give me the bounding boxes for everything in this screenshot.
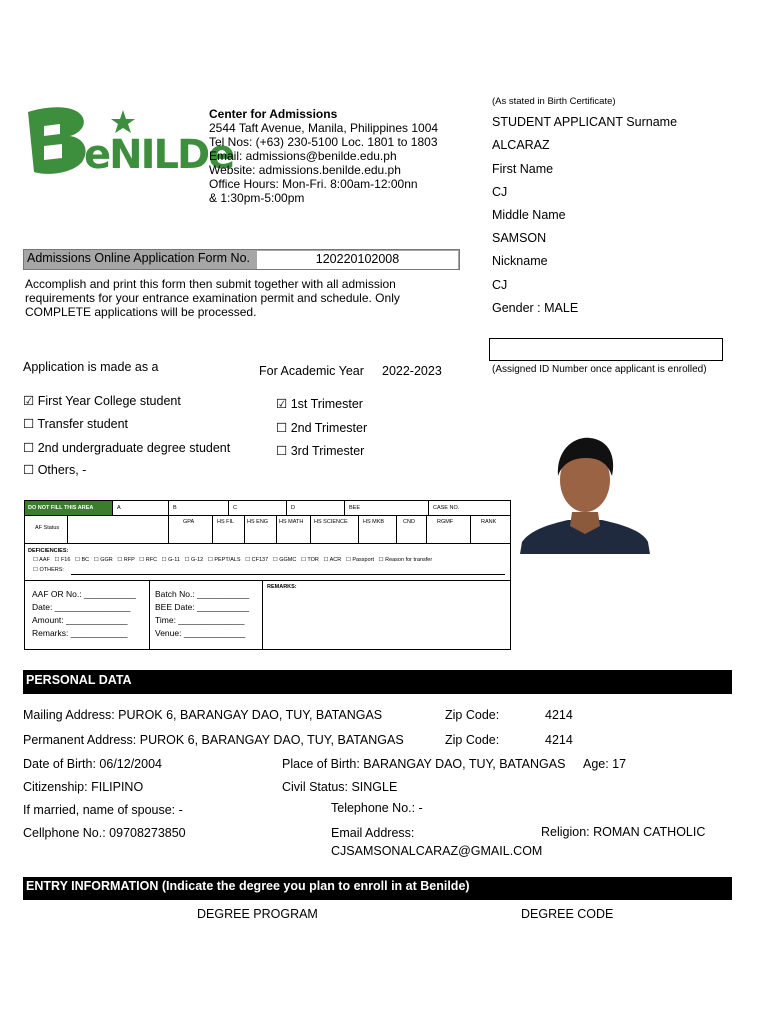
academic-year-label: For Academic Year	[259, 364, 364, 378]
term-label: 3rd Trimester	[290, 444, 365, 458]
date-field: Date: ________________	[32, 602, 131, 612]
col-bee-label: BEE	[349, 505, 361, 511]
instructions-line: requirements for your entrance examination permit and schedule. Only	[25, 291, 400, 305]
sub-col-label: GPA	[183, 519, 195, 525]
checked-box-icon: ☑	[23, 394, 35, 408]
option-label: First Year College student	[37, 394, 181, 408]
option-second-degree[interactable]	[23, 441, 230, 456]
deficiency-item: RFC	[145, 557, 158, 563]
zip-value: 4214	[545, 708, 573, 722]
checkbox-icon[interactable]: ☐	[245, 557, 251, 563]
grid-cell	[68, 516, 169, 544]
term-label: 2nd Trimester	[290, 421, 368, 435]
col-cell	[113, 501, 169, 516]
admissions-header	[209, 107, 438, 205]
header-website: Website: admissions.benilde.edu.ph	[209, 163, 401, 177]
applicant-photo	[520, 434, 650, 554]
sub-col-label: RANK	[481, 519, 497, 525]
checkbox-icon[interactable]: ☐	[207, 557, 213, 563]
unchecked-box-icon: ☐	[276, 444, 288, 458]
zip-label: Zip Code:	[445, 708, 500, 722]
citizenship: Citizenship: FILIPINO	[23, 780, 144, 794]
date-of-birth: Date of Birth: 06/12/2004	[23, 757, 162, 771]
birth-cert-note: (As stated in Birth Certificate)	[492, 96, 616, 107]
checkbox-icon[interactable]: ☐	[300, 557, 306, 563]
deficiency-item: BC	[81, 557, 90, 563]
dnf-header-cell	[25, 501, 113, 516]
header-hours-2: & 1:30pm-5:00pm	[209, 191, 305, 205]
checkbox-icon[interactable]: ☐	[323, 557, 329, 563]
unchecked-box-icon: ☐	[23, 441, 35, 455]
dnf-label: DO NOT FILL THIS AREA	[28, 505, 94, 511]
checkbox-icon[interactable]: ☐	[345, 557, 351, 563]
deficiency-item: TOR	[307, 557, 319, 563]
deficiency-item: GGR	[100, 557, 113, 563]
academic-year-value: 2022-2023	[382, 364, 442, 378]
term-label: 1st Trimester	[290, 397, 363, 411]
grid-cell	[245, 516, 277, 544]
col-case-label: CASE NO.	[433, 505, 460, 511]
grid-cell	[397, 516, 427, 544]
middle-name-value: SAMSON	[492, 231, 547, 245]
option-label: Others, -	[37, 463, 87, 477]
permanent-address: Permanent Address: PUROK 6, BARANGAY DAO, TUY, BATANGAS	[23, 733, 404, 747]
instructions	[25, 277, 400, 319]
checkbox-icon[interactable]: ☐	[33, 567, 38, 573]
deficiency-item: Reason for transfer	[385, 557, 433, 563]
term-first[interactable]	[276, 397, 363, 412]
header-title: Center for Admissions	[209, 107, 338, 121]
sub-col-label: CND	[403, 519, 415, 525]
grid-cell	[169, 516, 213, 544]
spouse-name: If married, name of spouse: -	[23, 803, 183, 817]
option-others[interactable]	[23, 463, 86, 478]
place-of-birth: Place of Birth: BARANGAY DAO, TUY, BATANGAS	[282, 757, 566, 771]
grid-cell	[213, 516, 245, 544]
col-cell	[345, 501, 429, 516]
entry-info-heading: ENTRY INFORMATION (Indicate the degree you plan to enroll in at Benilde)	[23, 877, 732, 900]
col-d-label: D	[291, 505, 295, 511]
application-type-label: Application is made as a	[23, 360, 159, 374]
deficiency-item: Passport	[352, 557, 375, 563]
checkbox-icon[interactable]: ☐	[117, 557, 123, 563]
deficiency-item: ACR	[329, 557, 342, 563]
others-label: OTHERS:	[39, 567, 64, 573]
checkbox-icon[interactable]: ☐	[139, 557, 145, 563]
sub-col-label: HS MKB	[363, 519, 385, 525]
telephone: Telephone No.: -	[331, 801, 423, 815]
gender-value: Gender : MALE	[492, 301, 579, 315]
term-second[interactable]	[276, 421, 367, 436]
sub-col-label: HS MATH	[279, 519, 304, 525]
unchecked-box-icon: ☐	[23, 417, 35, 431]
divider	[25, 580, 510, 581]
col-b-label: B	[173, 505, 177, 511]
checkbox-icon[interactable]: ☐	[75, 557, 80, 563]
grid-cell	[471, 516, 510, 544]
email-value: CJSAMSONALCARAZ@GMAIL.COM	[331, 844, 543, 858]
nickname-value: CJ	[492, 278, 508, 292]
deficiencies-label: DEFICIENCIES:	[28, 548, 69, 554]
deficiency-item: AAF	[39, 557, 50, 563]
divider	[149, 580, 150, 649]
deficiency-item: GGMC	[279, 557, 297, 563]
religion: Religion: ROMAN CATHOLIC	[541, 825, 706, 839]
option-first-year[interactable]	[23, 394, 181, 409]
aaf-or-field: AAF OR No.: ___________	[32, 589, 136, 599]
deficiency-item: G-11	[168, 557, 180, 563]
id-number-box[interactable]	[489, 338, 723, 361]
email-label: Email Address:	[331, 826, 415, 840]
deficiency-item: RFP	[123, 557, 135, 563]
term-third[interactable]	[276, 444, 364, 459]
grid-cell	[427, 516, 471, 544]
form-number-label: Admissions Online Application Form No.	[27, 251, 251, 265]
header-email: Email: admissions@benilde.edu.ph	[209, 149, 397, 163]
divider	[262, 580, 263, 649]
svg-text:eNILDe: eNILDe	[84, 132, 234, 178]
bee-date-field: BEE Date: ___________	[155, 602, 250, 612]
col-cell	[429, 501, 510, 516]
time-field: Time: ______________	[155, 615, 245, 625]
af-status-label: AF Status	[35, 525, 60, 531]
header-tel: Tel Nos: (+63) 230-5100 Loc. 1801 to 1803	[209, 135, 438, 149]
degree-code-label: DEGREE CODE	[521, 907, 614, 921]
venue-field: Venue: _____________	[155, 628, 246, 638]
sub-col-label: RGMF	[437, 519, 454, 525]
first-name-label: First Name	[492, 162, 554, 176]
header-hours: Office Hours: Mon-Fri. 8:00am-12:00nn	[209, 177, 418, 191]
option-label: 2nd undergraduate degree student	[37, 441, 231, 455]
age: Age: 17	[583, 757, 627, 771]
checkbox-icon[interactable]: ☐	[184, 557, 190, 563]
form-number-value: 120220102008	[257, 251, 458, 269]
zip-value: 4214	[545, 733, 573, 747]
deficiency-others	[33, 567, 64, 573]
instructions-line: Accomplish and print this form then submit together with all admission	[25, 277, 396, 291]
benilde-logo	[26, 104, 234, 180]
remarks-field: Remarks: ____________	[32, 628, 128, 638]
grid-cell	[311, 516, 359, 544]
degree-program-label: DEGREE PROGRAM	[197, 907, 318, 921]
checkbox-icon[interactable]: ☐	[378, 557, 384, 563]
grid-cell	[277, 516, 311, 544]
col-cell	[287, 501, 345, 516]
unchecked-box-icon: ☐	[276, 421, 288, 435]
civil-status: Civil Status: SINGLE	[282, 780, 398, 794]
option-transfer[interactable]	[23, 417, 128, 432]
checkbox-icon[interactable]: ☐	[272, 557, 278, 563]
sub-col-label: HS SCIENCE	[314, 519, 348, 525]
surname-value: ALCARAZ	[492, 138, 550, 152]
remarks-label: REMARKS:	[267, 584, 297, 590]
sub-col-label: HS ENG	[247, 519, 269, 525]
col-a-label: A	[117, 505, 121, 511]
nickname-label: Nickname	[492, 254, 548, 268]
instructions-line: COMPLETE applications will be processed.	[25, 305, 257, 319]
checkbox-icon[interactable]: ☐	[161, 557, 167, 563]
checkbox-icon[interactable]: ☐	[33, 557, 38, 563]
id-number-note: (Assigned ID Number once applicant is enrolled)	[492, 364, 707, 375]
surname-label: STUDENT APPLICANT Surname	[492, 115, 678, 129]
col-cell	[169, 501, 229, 516]
office-use-box	[24, 500, 511, 650]
deficiency-item: F16	[60, 557, 71, 563]
col-c-label: C	[233, 505, 237, 511]
unchecked-box-icon: ☐	[23, 463, 35, 477]
header-address: 2544 Taft Avenue, Manila, Philippines 1004	[209, 121, 439, 135]
first-name-value: CJ	[492, 185, 508, 199]
col-cell	[229, 501, 287, 516]
checkbox-icon[interactable]: ☐	[93, 557, 99, 563]
grid-cell	[359, 516, 397, 544]
personal-data-heading: PERSONAL DATA	[23, 670, 732, 694]
zip-label: Zip Code:	[445, 733, 500, 747]
checkbox-icon[interactable]: ☐	[54, 557, 60, 563]
amount-field: Amount: _____________	[32, 615, 128, 625]
deficiency-item: G-12	[191, 557, 204, 563]
checked-box-icon: ☑	[276, 397, 288, 411]
sub-col-label: HS FIL	[217, 519, 235, 525]
others-line	[71, 574, 505, 575]
deficiency-item: PEPT/ALS	[214, 557, 241, 563]
batch-field: Batch No.: ___________	[155, 589, 250, 599]
af-status-cell	[25, 516, 68, 544]
middle-name-label: Middle Name	[492, 208, 566, 222]
mailing-address: Mailing Address: PUROK 6, BARANGAY DAO, TUY, BATANGAS	[23, 708, 383, 722]
deficiencies-list	[33, 557, 432, 563]
cellphone: Cellphone No.: 09708273850	[23, 826, 186, 840]
option-label: Transfer student	[37, 417, 129, 431]
deficiency-item: CF137	[251, 557, 269, 563]
